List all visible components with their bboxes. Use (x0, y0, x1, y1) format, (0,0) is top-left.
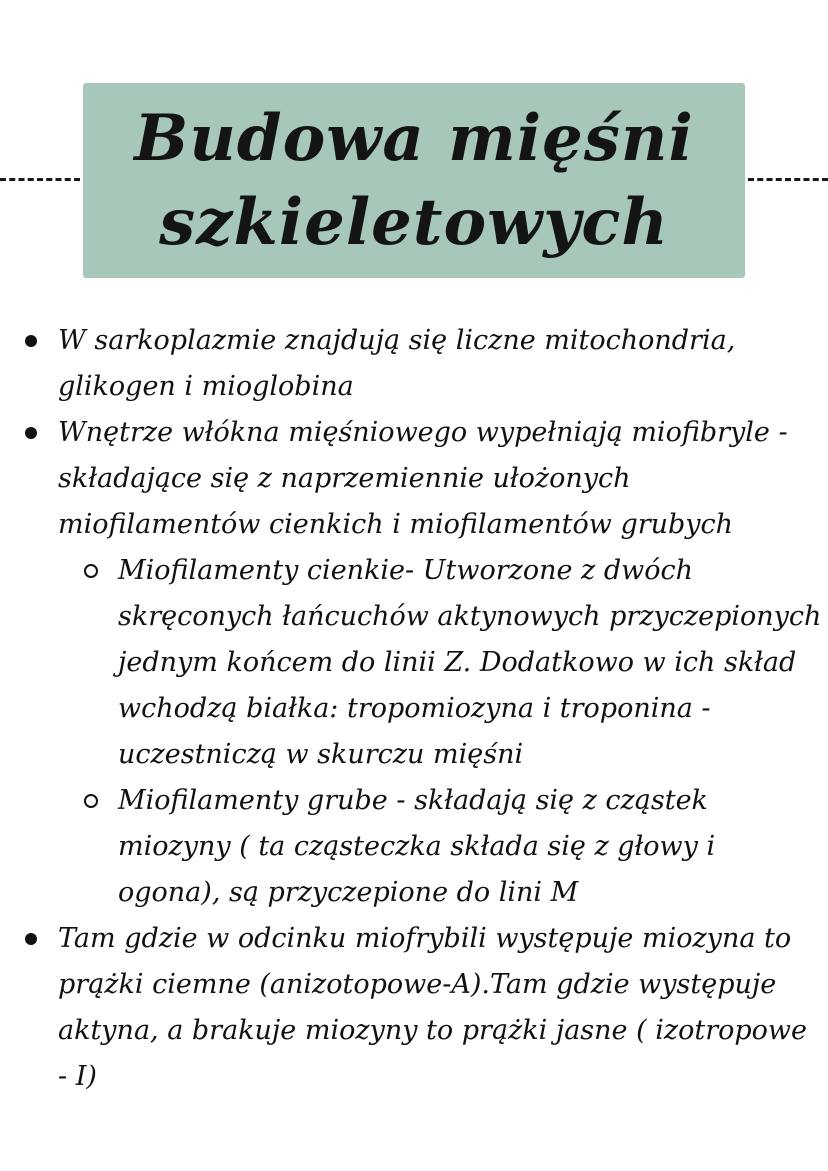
title-line-1: Budowa mięśni (134, 100, 694, 176)
list-item (0, 916, 818, 1100)
sub-list-item-text: Miofilamenty grube - składają się z cząstek miozyny ( ta cząsteczka składa się z głowy i ogona), są przyczepione do lini M (118, 785, 716, 908)
notes-list (0, 318, 828, 1100)
title-line-2: szkieletowych (159, 184, 669, 260)
list-item-text: W sarkoplazmie znajdują się liczne mitochondria, glikogen i mioglobina (58, 325, 736, 402)
bullet-circle-icon (84, 564, 98, 578)
list-item (0, 410, 818, 548)
sub-list-item (0, 778, 822, 916)
title-divider-left (0, 178, 80, 181)
sub-list-item (0, 548, 822, 778)
bullet-disc-icon (25, 427, 37, 439)
title-banner (83, 83, 745, 278)
bullet-circle-icon (84, 794, 98, 808)
list-item-text: Tam gdzie w odcinku miofrybili występuje miozyna to prążki ciemne (anizotopowe-A).Tam gdzie występuje aktyna, a brakuje miozyny to prążki jasne ( izotropowe - I) (58, 923, 807, 1092)
list-item-text: Wnętrze włókna mięśniowego wypełniają miofibryle - składające się z naprzemiennie ułożonych miofilamentów cienkich i miofilamentów grubych (58, 417, 788, 540)
sub-list-item-text: Miofilamenty cienkie- Utworzone z dwóch skręconych łańcuchów aktynowych przyczepionych jednym końcem do linii Z. Dodatkowo w ich skład wchodzą białka: tropomiozyna i troponina - uczestniczą w skurczu mięśni (118, 555, 822, 770)
bullet-disc-icon (25, 933, 37, 945)
title-divider-right (748, 178, 828, 181)
bullet-disc-icon (25, 335, 37, 347)
list-item (0, 318, 818, 410)
